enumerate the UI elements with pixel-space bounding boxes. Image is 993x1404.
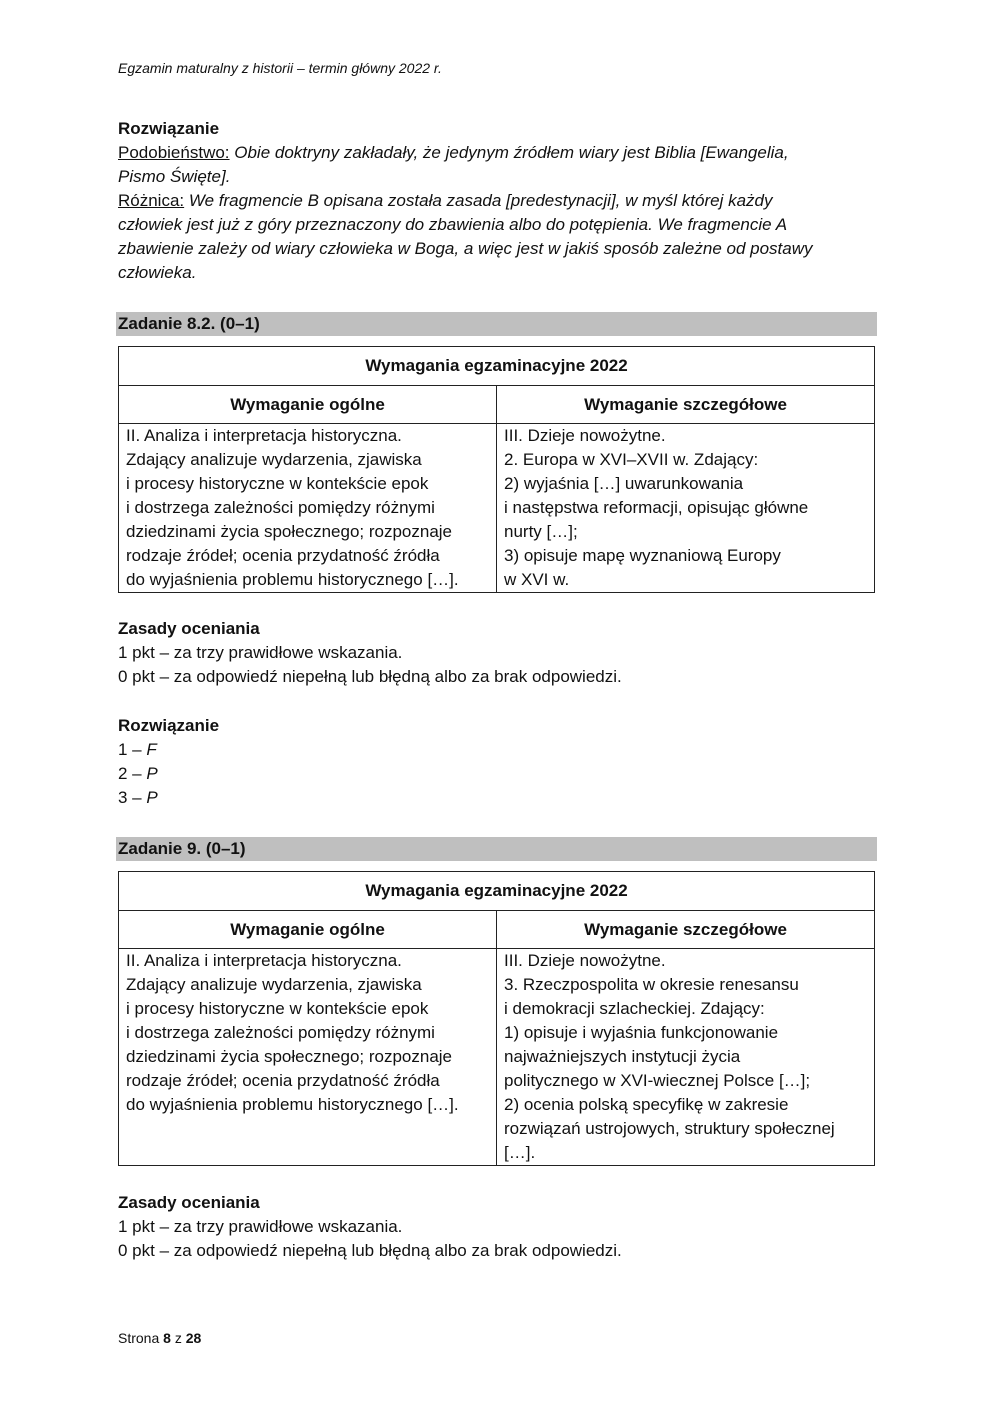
difference-line-2: człowiek jest już z góry przeznaczony do zbawienia albo do potępienia. We fragmencie A	[118, 215, 788, 234]
specific-requirement-cell: III. Dzieje nowożytne. 2. Europa w XVI–XVII w. Zdający: 2) wyjaśnia […] uwarunkowania i następstwa reformacji, opisując główne nurty […]; 3) opisuje mapę wyznaniową Europy w XVI w.	[497, 424, 875, 593]
similarity-line-2: Pismo Święte].	[118, 167, 231, 186]
col-header-specific: Wymaganie szczegółowe	[497, 386, 875, 424]
task-9-scoring	[118, 1191, 877, 1263]
scoring-0pt: 0 pkt – za odpowiedź niepełną lub błędną albo za brak odpowiedzi.	[118, 667, 622, 686]
solution-title: Rozwiązanie	[118, 716, 220, 735]
difference-line-1: Różnica: We fragmencie B opisana została zasada [predestynacji], w myśl której każdy	[118, 191, 773, 210]
page-total: 28	[185, 1330, 202, 1346]
general-requirement-cell: II. Analiza i interpretacja historyczna. Zdający analizuje wydarzenia, zjawiska i procesy historyczne w kontekście epok i dostrzega zależności pomiędzy różnymi dziedzinami życia społecznego; rozpoznaje rodzaje źródeł; ocenia przydatność źródła do wyjaśnienia problemu historycznego […].	[119, 424, 497, 593]
solution-title: Rozwiązanie	[118, 119, 220, 138]
scoring-1pt: 1 pkt – za trzy prawidłowe wskazania.	[118, 1217, 403, 1236]
col-header-specific: Wymaganie szczegółowe	[497, 911, 875, 949]
table-title: Wymagania egzaminacyjne 2022	[119, 872, 875, 911]
solution-section	[118, 117, 877, 285]
table-title: Wymagania egzaminacyjne 2022	[119, 347, 875, 386]
general-requirement-cell: II. Analiza i interpretacja historyczna. Zdający analizuje wydarzenia, zjawiska i procesy historyczne w kontekście epok i dostrzega zależności pomiędzy różnymi dziedzinami życia społecznego; rozpoznaje rodzaje źródeł; ocenia przydatność źródła do wyjaśnienia problemu historycznego […].	[119, 949, 497, 1166]
specific-requirement-cell: III. Dzieje nowożytne. 3. Rzeczpospolita w okresie renesansu i demokracji szlacheckiej. Zdający: 1) opisuje i wyjaśnia funkcjonowanie najważniejszych instytucji życia politycznego w XVI-wiecznej Polsce […]; 2) ocenia polską specyfikę w zakresie rozwiązań ustrojowych, struktury społecznej […].	[497, 949, 875, 1166]
task-9-title: Zadanie 9. (0–1)	[116, 837, 877, 861]
answer-row: 3 – P	[118, 788, 158, 807]
scoring-title: Zasady oceniania	[118, 1193, 260, 1212]
page-header: Egzamin maturalny z historii – termin główny 2022 r.	[118, 60, 442, 76]
task-8-2-scoring	[118, 617, 877, 689]
difference-line-4: człowieka.	[118, 263, 197, 282]
col-header-general: Wymaganie ogólne	[119, 911, 497, 949]
scoring-title: Zasady oceniania	[118, 619, 260, 638]
page-number: 8	[163, 1330, 171, 1346]
difference-line-3: zbawienie zależy od wiary człowieka w Boga, a więc jest w jakiś sposób zależne od postawy	[118, 239, 813, 258]
scoring-1pt: 1 pkt – za trzy prawidłowe wskazania.	[118, 643, 403, 662]
task-8-2-title: Zadanie 8.2. (0–1)	[116, 312, 877, 336]
similarity-line-1: Podobieństwo: Obie doktryny zakładały, że jedynym źródłem wiary jest Biblia [Ewangelia,	[118, 143, 789, 162]
task-8-2-solution	[118, 714, 877, 810]
answer-row: 2 – P	[118, 764, 158, 783]
page-footer: Strona 8 z 28	[118, 1330, 202, 1346]
col-header-general: Wymaganie ogólne	[119, 386, 497, 424]
answer-row: 1 – F	[118, 740, 157, 759]
scoring-0pt: 0 pkt – za odpowiedź niepełną lub błędną albo za brak odpowiedzi.	[118, 1241, 622, 1260]
task-8-2-requirements-table	[118, 346, 875, 593]
task-9-requirements-table	[118, 871, 875, 1166]
